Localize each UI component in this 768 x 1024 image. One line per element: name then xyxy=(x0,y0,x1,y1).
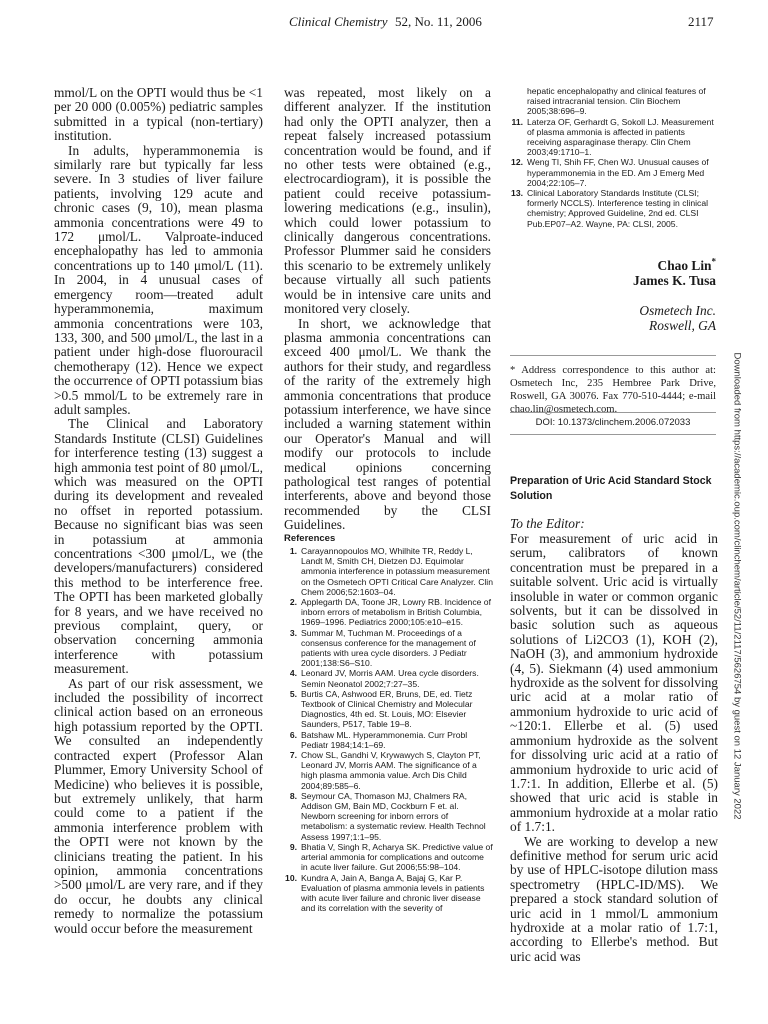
paragraph: The Clinical and Laboratory Standards Institute (CLSI) Guidelines for interference testing (13) suggest a high ammonia test point of 80 μmol/L, which was measured on the OPTI during its development and revealed no offset in reported potassium. Because no significant bias was seen in potassium at ammonia concentrations <300 μmol/L, we (the developers/manufacturers) considered this method to be interference free. The OPTI has been marketed globally for 8 years, and we have received no previous complaint, query, or observation concerning ammonia interference with potassium measurement. xyxy=(54,416,263,677)
reference-number: 9. xyxy=(289,841,297,852)
author-name: James K. Tusa xyxy=(633,273,716,288)
reference-number: 6. xyxy=(289,729,297,740)
reference-number: 5. xyxy=(289,688,297,699)
reference-text: Chow SL, Gandhi V, Krywawych S, Clayton PT, Leonard JV, Morris AAM. The significance of a high plasma ammonia value. Arch Dis Child 2004;89:585–6. xyxy=(301,750,481,791)
doi-line: DOI: 10.1373/clinchem.2006.072033 xyxy=(510,412,716,435)
running-header xyxy=(0,14,768,32)
correspondence-note: * Address correspondence to this author at: Osmetech Inc, 235 Hembree Park Drive, Roswell, GA 30076. Fax 770-510-4444; e-mail chao.lin@osmetech.com. xyxy=(510,355,716,416)
column-2 xyxy=(284,86,491,533)
paragraph: For measurement of uric acid in serum, calibrators of known concentration must be prepared in a suitable solvent. Uric acid is virtually insoluble in water or common organic solvents, but it can be dissolved in basic solution such as aqueous solutions of Li2CO3 (1), KOH (2), NaOH (3), and ammonium hydroxide (4, 5). Siekmann (4) used ammonium hydroxide as the solvent for dissolving uric acid at a molar ratio of ammonium hydroxide to uric acid of ~120:1. Ellerbe et al. (5) used ammonium hydroxide as the solvent for dissolving uric acid at a ratio of ammonium hydroxide to uric acid of 1.7:1. In addition, Ellerbe et al. (5) showed that uric acid is stable in ammonium hydroxide at a molar ratio of 1.7:1. xyxy=(510,531,718,835)
paragraph: As part of our risk assessment, we included the possibility of incorrect clinical action based on an erroneous high potassium reported by the OPTI. We consulted an independently contracted expert (Professor Alan Plummer, Emory University School of Medicine) who believes it is possible, but extremely unlikely, that harm could come to a patient if the ammonia interference problem with the OPTI were not known by the clinicians treating the patient. In his opinion, ammonia concentrations >500 μmol/L are very rare, and if they do occur, he doubts any clinical remedy to normalize the potassium would occur before the measurement xyxy=(54,675,263,936)
reference-item xyxy=(510,117,718,158)
reference-number: 12. xyxy=(511,157,523,168)
reference-number: 2. xyxy=(289,597,297,608)
references-list xyxy=(284,546,493,913)
reference-item xyxy=(284,689,493,730)
reference-item xyxy=(284,597,493,628)
reference-text: Clinical Laboratory Standards Institute (CLSI; formerly NCCLS). Interference testing in clinical chemistry; Approved Guideline, 2nd ed. CLSI Pub.EP07–A2. Wayne, PA: CLSI, 2005. xyxy=(527,188,709,229)
reference-text: Batshaw ML. Hyperammonemia. Curr Probl Pediatr 1984;14:1–69. xyxy=(301,729,468,750)
reference-text: Carayannopoulos MO, Whilhite TR, Reddy L, Landt M, Smith CH, Dietzen DJ. Equimolar ammonia interference in potassium measurement on the Osmetech OPTI Critical Care Analyzer. Clin Chem 2006;52:1603–04. xyxy=(301,546,493,597)
section-title: Preparation of Uric Acid Standard Stock Solution xyxy=(510,475,712,502)
journal-name: Clinical Chemistry xyxy=(289,14,388,29)
reference-text: Summar M, Tuchman M. Proceedings of a consensus conference for the management of patients with urea cycle disorders. J Pediatr 2001;138:S6–S10. xyxy=(301,627,476,669)
author-name: Chao Lin* xyxy=(657,256,716,273)
paragraph: mmol/L on the OPTI would thus be <1 per 20 000 (0.005%) pediatric samples submitted in a typical (non-tertiary) institution. xyxy=(54,85,263,144)
references-list-continued xyxy=(510,86,718,229)
column-1 xyxy=(54,86,263,936)
reference-number: 11. xyxy=(511,116,523,127)
reference-item xyxy=(284,873,493,914)
reference-item xyxy=(284,842,493,873)
reference-text: Burtis CA, Ashwood ER, Bruns, DE, ed. Tietz Textbook of Clinical Chemistry and Molecular Diagnostics, 4th ed. St. Louis, MO: Elsevier Saunders, P517, Table 19–8. xyxy=(301,688,473,730)
reference-number: 13. xyxy=(511,188,523,199)
volume-info: 52, No. 11, 2006 xyxy=(395,14,482,29)
reference-number: 10. xyxy=(285,872,297,883)
download-watermark: Downloaded from https://academic.oup.com/clinchem/article/52/11/2117/5626754 by guest on 12 January 2022 xyxy=(731,352,743,820)
references-heading: References xyxy=(284,533,336,544)
paragraph: In adults, hyperammonemia is similarly rare but typically far less severe. In 3 studies of liver failure patients, involving 129 acute and chronic cases (9, 10), mean plasma ammonia concentrations were 49 to 172 μmol/L. Valproate-induced encephalopathy has led to ammonia concentrations up to 140 μmol/L (11). In 2004, in 4 unusual cases of emergency room—treated adult hyperammonemia, maximum ammonia concentrations were 103, 133, 300, and 500 μmol/L, the last in a patient under high-dose fluorouracil chemotherapy (12). Hence we expect the occurrence of OPTI potassium bias >0.5 mmol/L to be extremely rare in adult samples. xyxy=(54,142,263,417)
reference-text: Weng TI, Shih FF, Chen WJ. Unusual causes of hyperammonemia in the ED. Am J Emerg Med 2004;22:105–7. xyxy=(527,157,709,188)
reference-item xyxy=(510,157,718,188)
reference-text: Bhatia V, Singh R, Acharya SK. Predictive value of arterial ammonia for complications and outcome in acute liver failure. Gut 2006;55:98–104. xyxy=(301,841,493,873)
reference-item xyxy=(284,668,493,688)
reference-text: Applegarth DA, Toone JR, Lowry RB. Incidence of inborn errors of metabolism in British Columbia, 1969–1996. Pediatrics 2000;105:e10–e15. xyxy=(301,597,491,628)
reference-item xyxy=(284,546,493,597)
reference-number: 8. xyxy=(289,790,297,801)
reference-number: 3. xyxy=(289,627,297,638)
reference-item xyxy=(510,188,718,229)
reference-continuation: hepatic encephalopathy and clinical features of raised intracranial tension. Clin Biochem 2005;38:696–9. xyxy=(527,86,706,117)
reference-text: Laterza OF, Gerhardt G, Sokoll LJ. Measurement of plasma ammonia is affected in patients receiving asparaginase therapy. Clin Chem 2003;49:1710–1. xyxy=(527,116,714,158)
page-number: 2117 xyxy=(688,14,714,29)
reference-item xyxy=(284,750,493,791)
reference-text: Kundra A, Jain A, Banga A, Bajaj G, Kar P. Evaluation of plasma ammonia levels in patients with acute liver failure and chronic liver disease and its correlation with the severity of xyxy=(301,872,485,914)
reference-item xyxy=(284,791,493,842)
reference-text: Seymour CA, Thomason MJ, Chalmers RA, Addison GM, Bain MD, Cockburn F et. al. Newborn screening for inborn errors of metabolism: a systematic review. Health Technol Assess 1997;1:1–95. xyxy=(301,790,486,842)
reference-number: 7. xyxy=(289,750,297,761)
paragraph: We are working to develop a new definitive method for serum uric acid by use of HPLC-isotope dilution mass spectrometry (HPLC-ID/MS). We prepared a stock standard solution of uric acid in 1 mmol/L ammonium hydroxide at a molar ratio of 1.7:1, according to Ellerbe's method. But uric acid was xyxy=(510,833,718,964)
salutation: To the Editor: xyxy=(510,516,585,531)
paragraph: In short, we acknowledge that plasma ammonia concentrations can exceed 400 μmol/L. We thank the authors for their study, and regardless of the rarity of the extremely high ammonia concentrations that produce potassium interference, we have since included a warning statement within our Operator's Manual and will modify our protocols to include medical opinions concerning pathological test ranges of potential interferents, above and beyond those recommended by the CLSI Guidelines. xyxy=(284,315,491,533)
affiliation: Osmetech Inc. Roswell, GA xyxy=(639,303,716,333)
reference-item xyxy=(284,730,493,750)
reference-number: 4. xyxy=(289,668,297,679)
reference-item xyxy=(284,628,493,669)
reference-number: 1. xyxy=(289,546,297,556)
paragraph: was repeated, most likely on a different analyzer. If the institution had only the OPTI analyzer, then a repeat falsely increased potassium concentration would be found, and if no other tests were obtained (e.g., electrocardiogram), it is possible the patient could receive potassium-lowering medications (e.g., insulin), which could lower potassium to clinically dangerous concentrations. Professor Plummer said he considers this scenario to be extremely unlikely because virtually all such patients would be in intensive care units and monitored very closely. xyxy=(284,85,491,317)
author-block xyxy=(540,258,716,288)
column-3-body xyxy=(510,532,718,964)
reference-text: Leonard JV, Morris AAM. Urea cycle disorders. Semin Neonatol 2002;7:27–35. xyxy=(301,668,479,689)
